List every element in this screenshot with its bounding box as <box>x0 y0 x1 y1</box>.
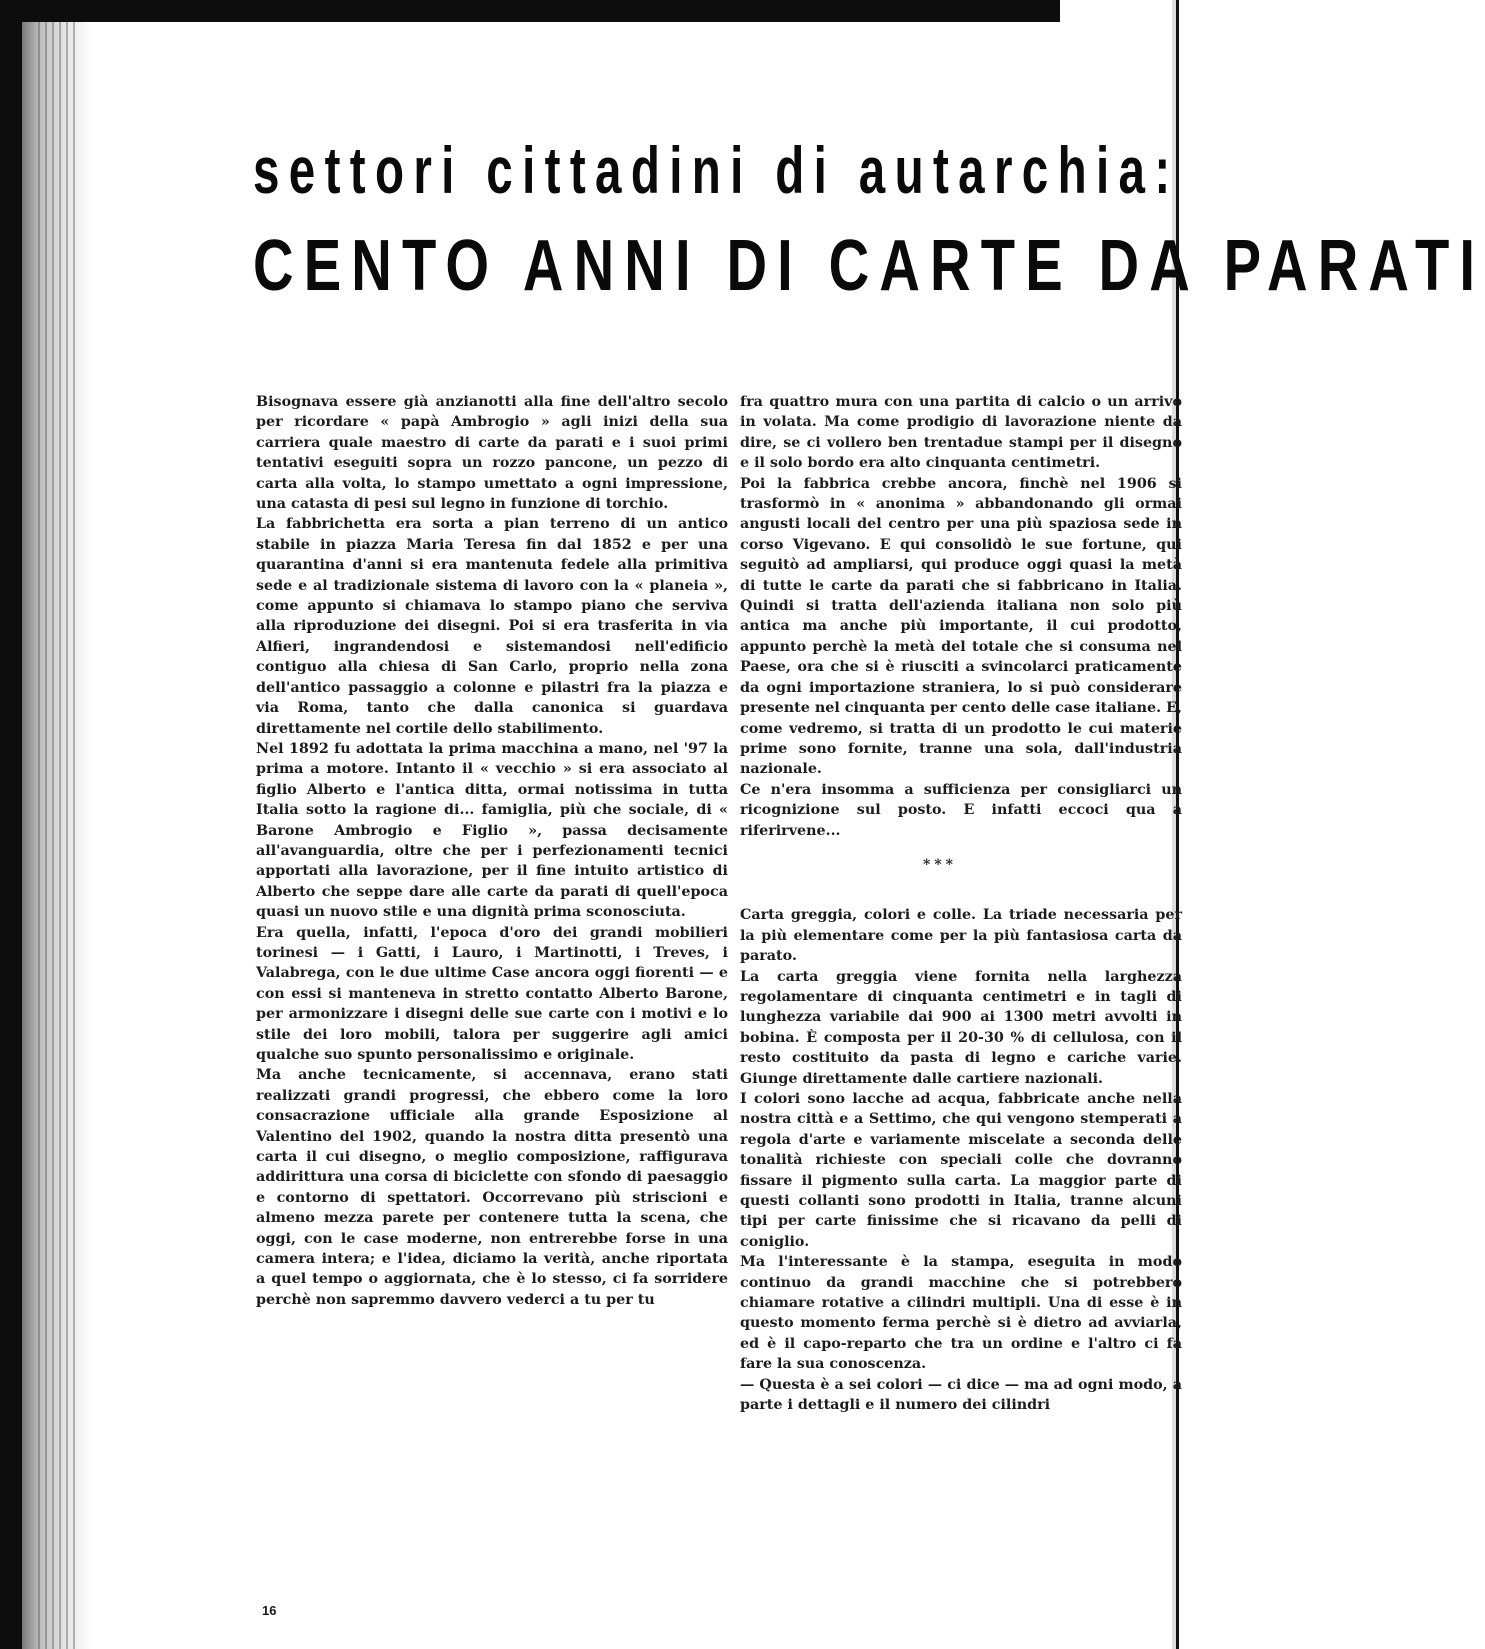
headline-kicker: settori cittadini di autarchia: <box>253 133 1180 207</box>
paragraph: I colori sono lacche ad acqua, fabbricate anche nella nostra città e a Settimo, che qui vengono stemperati a regola d'arte e variamente miscelate a seconda delle tonalità richieste con speciali colle che dovranno fissare il pigmento sulla carta. La maggior parte di questi collanti sono prodotti in Italia, tranne alcuni tipi per carte finissime che si ricavano da pelli di coniglio. <box>740 1091 1182 1250</box>
section-separator: *** <box>923 856 957 873</box>
paragraph: Poi la fabbrica crebbe ancora, finchè nel 1906 si trasformò in « anonima » abbandonando gli ormai angusti locali del centro per una più spaziosa sede in corso Vigevano. E qui consolidò le sue fortune, qui seguitò ad ampliarsi, qui produce oggi quasi la metà di tutte le carte da parati che si fabbricano in Italia. Quindi si tratta dell'azienda italiana non solo più antica ma anche più importante, il cui prodotto, appunto perchè la metà del totale che si consuma nel Paese, ora che si è riusciti a svincolarci praticamente da ogni importazione straniera, lo si può considerare presente nel cinquanta per cento delle case italiane. E, come vedremo, si tratta di un prodotto le cui materie prime sono fornite, tranne una sola, dall'industria nazionale. <box>740 475 1182 778</box>
page-edges <box>38 22 78 1649</box>
paragraph: La fabbrichetta era sorta a pian terreno di un antico stabile in piazza Maria Teresa fin dal 1852 e per una quarantina d'anni si era mantenuta fedele alla primitiva sede e al tradizionale sistema di lavoro con la « planeia », come appunto si chiamava lo stampo piano che serviva alla riproduzione dei disegni. Poi si era trasferita in via Alfieri, ingrandendosi e sistemandosi nell'edificio contiguo alla chiesa di San Carlo, proprio nella zona dell'antico passaggio a colonne e pilastri fra la piazza e via Roma, tanto che dalla canonica si guardava direttamente nel cortile dello stabilimento. <box>256 516 728 737</box>
paragraph: Carta greggia, colori e colle. La triade necessaria per la più elementare come per la più fantasiosa carta da parato. <box>740 907 1182 965</box>
paragraph: Ma l'interessante è la stampa, eseguita in modo continuo da grandi macchine che si potrebbero chiamare rotative a cilindri multipli. Una di esse è in questo momento ferma perchè si è dietro ad avviarla, ed è il capo-reparto che tra un ordine e l'altro ci fa fare la sua conoscenza. <box>740 1254 1182 1373</box>
paragraph: Nel 1892 fu adottata la prima macchina a mano, nel '97 la prima a motore. Intanto il « vecchio » si era associato al figlio Alberto e l'antica ditta, ormai notissima in tutta Italia sotto la ragione di... famiglia, più che sociale, di « Barone Ambrogio e Figlio », passa decisamente all'avanguardia, oltre che per i perfezionamenti tecnici apportati alla lavorazione, per il fine intuito artistico di Alberto che seppe dare alle carte da parati di quell'epoca quasi un nuovo stile e una dignità prima sconosciuta. <box>256 740 728 921</box>
paragraph: Ce n'era insomma a sufficienza per consigliarci un ricognizione sul posto. E infatti eccoci qua a riferirvene... <box>740 781 1182 839</box>
paragraph: Bisognava essere già anzianotti alla fine dell'altro secolo per ricordare « papà Ambrogio » agli inizi della sua carriera quale maestro di carte da parati e i suoi primi tentativi eseguiti sopra un rozzo pancone, un pezzo di carta alla volta, lo stampo umettato a ogni impressione, una catasta di pesi sul legno in funzione di torchio. <box>256 394 728 513</box>
paragraph: — Questa è a sei colori — ci dice — ma ad ogni modo, a parte i dettagli e il numero dei cilindri <box>740 1376 1182 1414</box>
headline-title: CENTO ANNI DI CARTE DA PARATI <box>253 226 1485 306</box>
article-column-right <box>740 392 1182 1416</box>
paragraph: Ma anche tecnicamente, si accennava, erano stati realizzati grandi progressi, che ebbero come la loro consacrazione ufficiale alla grande Esposizione al Valentino del 1902, quando la nostra ditta presentò una carta il cui disegno, o meglio composizione, raffigurava addirittura una corsa di biciclette con sfondo di paesaggio e contorno di spettatori. Occorrevano più striscioni e almeno mezza parete per contenere tutta la scena, che oggi, con le case moderne, non entrerebbe forse in una camera intera; e l'idea, diciamo la verità, anche riportata a quel tempo o aggiornata, che è lo stesso, ci fa sorridere perchè non sapremmo davvero vederci a tu per tu <box>256 1067 728 1308</box>
article-column-left <box>256 392 728 1310</box>
paragraph: Era quella, infatti, l'epoca d'oro dei grandi mobilieri torinesi — i Gatti, i Lauro, i Martinotti, i Treves, i Valabrega, con le due ultime Case ancora oggi fiorenti — e con essi si manteneva in stretto contatto Alberto Barone, per armonizzare i disegni delle sue carte con i motivi e lo stile dei loro mobili, talora per suggerire agli amici qualche suo spunto personalissimo e originale. <box>256 924 728 1063</box>
scan-top-border <box>0 0 1060 22</box>
scan-left-border <box>0 0 22 1649</box>
page-number: 16 <box>262 1603 277 1618</box>
paragraph: La carta greggia viene fornita nella larghezza regolamentare di cinquanta centimetri e in tagli di lunghezza variabile dai 900 ai 1300 metri avvolti in bobina. È composta per il 20-30 % di cellulosa, con il resto costituito da pasta di legno e cariche varie. Giunge direttamente dalle cartiere nazionali. <box>740 968 1182 1087</box>
paragraph: fra quattro mura con una partita di calcio o un arrivo in volata. Ma come prodigio di lavorazione niente da dire, se ci vollero ben trentadue stampi per il disegno e il solo bordo era alto cinquanta centimetri. <box>740 394 1182 472</box>
